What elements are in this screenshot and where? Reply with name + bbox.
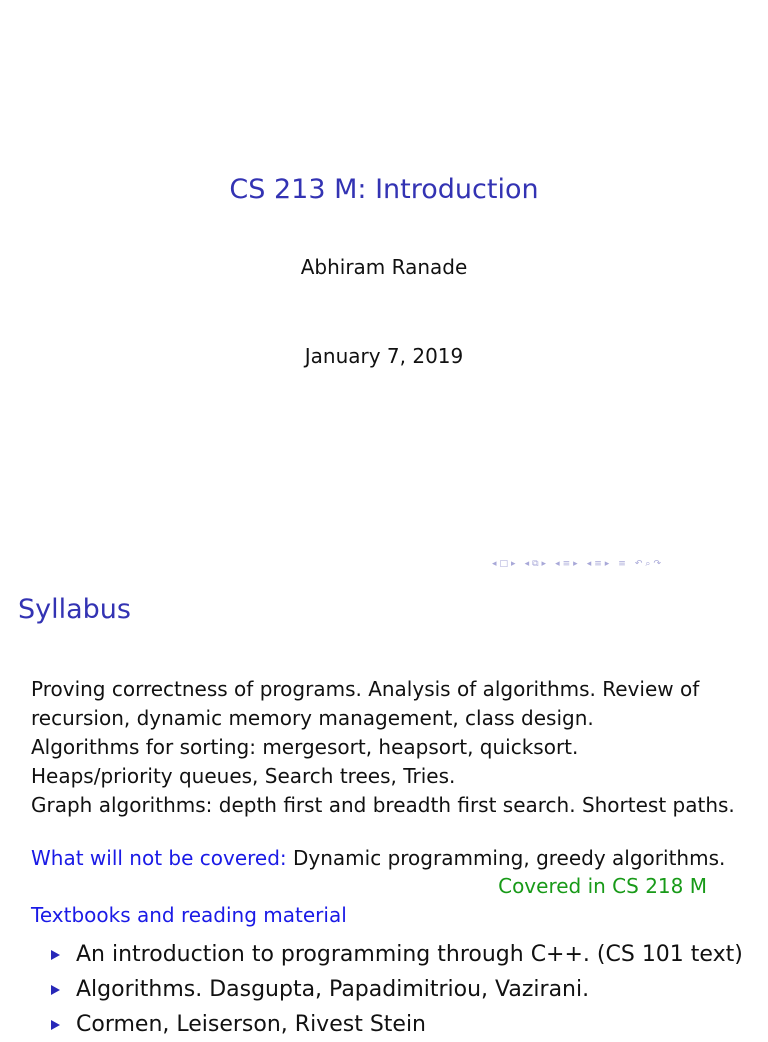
triangle-bullet-icon: [51, 950, 60, 960]
nav-document-icon[interactable]: ≡: [618, 559, 626, 569]
syllabus-line: Proving correctness of programs. Analysis of algorithms. Review of: [31, 677, 700, 701]
nav-section-icon[interactable]: ≡: [594, 559, 602, 569]
nav-next-subsection-icon[interactable]: ▸: [573, 559, 578, 569]
author-name: Abhiram Ranade: [300, 255, 468, 279]
syllabus-line: Algorithms for sorting: mergesort, heapsort, quicksort.: [31, 735, 579, 759]
nav-next-section-icon[interactable]: ▸: [604, 559, 610, 569]
syllabus-paragraph: [31, 675, 735, 820]
covered-in-note: Covered in CS 218 M: [498, 874, 707, 898]
syllabus-slide: [0, 576, 768, 1037]
nav-slide-icon[interactable]: □: [499, 559, 509, 569]
frame-title: Syllabus: [18, 594, 131, 625]
not-covered-text: Dynamic programming, greedy algorithms.: [286, 846, 726, 870]
nav-prev-section-icon[interactable]: ◂: [586, 559, 592, 569]
nav-prev-frame-icon[interactable]: ◂: [524, 559, 530, 569]
slide-title: CS 213 M: Introduction: [229, 174, 539, 205]
nav-prev-subsection-icon[interactable]: ◂: [555, 559, 560, 569]
textbook-title: An introduction to programming through C++. (CS 101 text): [76, 942, 743, 967]
triangle-bullet-icon: [51, 985, 60, 995]
textbook-title: Cormen, Leiserson, Rivest Stein: [76, 1012, 427, 1037]
textbooks-heading: Textbooks and reading material: [31, 903, 347, 927]
list-item: [51, 1007, 743, 1042]
not-covered-label: What will not be covered:: [31, 846, 287, 870]
syllabus-line: Heaps/priority queues, Search trees, Tries.: [31, 764, 456, 788]
nav-forward-icon[interactable]: ↷: [653, 559, 661, 569]
nav-search-icon[interactable]: ⌕: [645, 559, 651, 569]
textbook-title: Algorithms. Dasgupta, Papadimitriou, Vazirani.: [76, 977, 590, 1002]
syllabus-line: Graph algorithms: depth first and breadth first search. Shortest paths.: [31, 793, 735, 817]
nav-prev-slide-icon[interactable]: ◂: [492, 559, 497, 569]
textbook-list: [51, 937, 743, 1042]
list-item: [51, 937, 743, 972]
list-item: [51, 972, 743, 1007]
nav-frame-icon[interactable]: ⧉: [532, 559, 539, 569]
presentation-date: January 7, 2019: [304, 344, 464, 368]
syllabus-line: recursion, dynamic memory management, class design.: [31, 706, 594, 730]
beamer-navigation-bar: [492, 557, 664, 571]
nav-back-icon[interactable]: ↶: [634, 559, 643, 569]
not-covered-line: [31, 846, 725, 870]
triangle-bullet-icon: [51, 1020, 60, 1030]
nav-next-slide-icon[interactable]: ▸: [511, 559, 516, 569]
nav-next-frame-icon[interactable]: ▸: [541, 559, 547, 569]
nav-subsection-icon[interactable]: ≡: [562, 559, 571, 569]
